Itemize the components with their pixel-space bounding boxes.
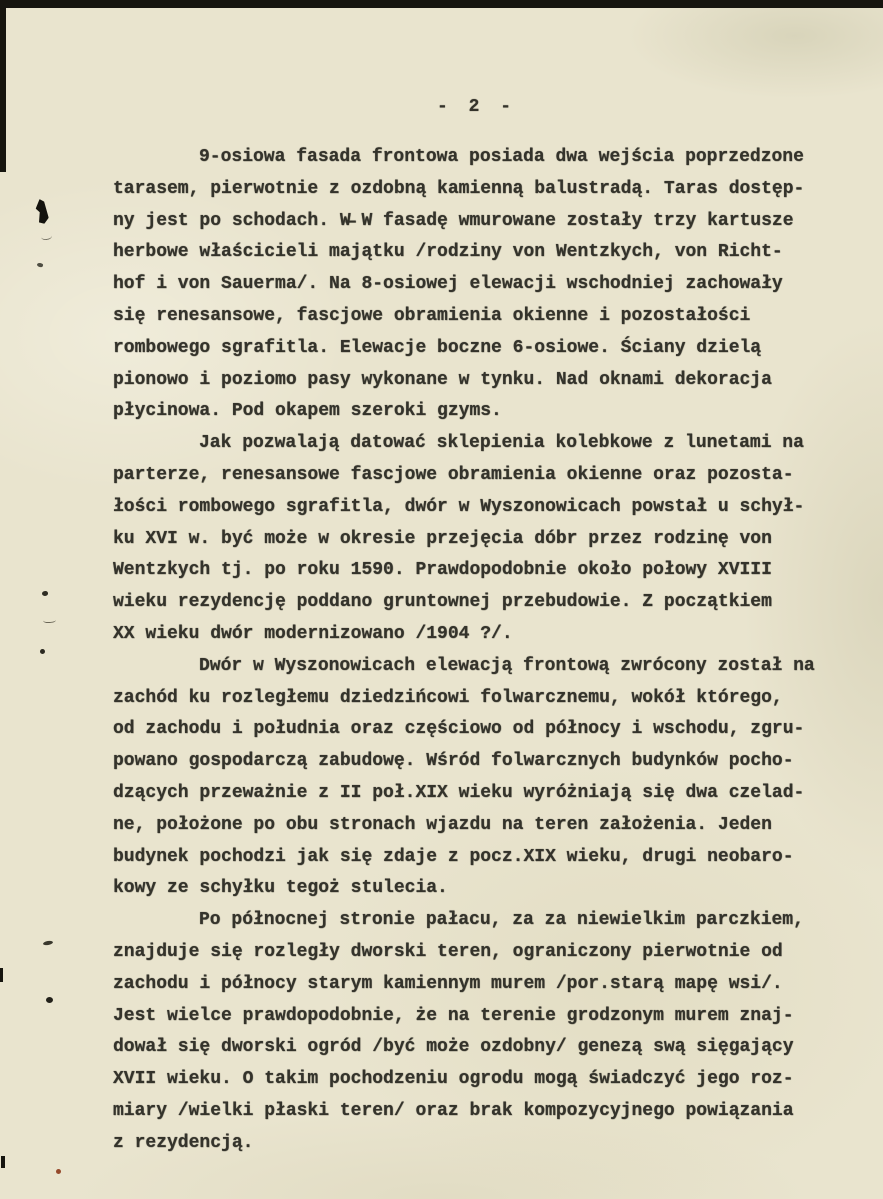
ink-dot-mark [42,591,48,596]
red-speck-mark [56,1169,61,1174]
ink-squiggle-mark [43,617,56,624]
text-line: płycinowa. Pod okapem szeroki gzyms. [113,401,502,422]
text-line: od zachodu i południa oraz częściowo od północy i wschodu, zgru- [113,719,805,740]
ink-dash-mark [43,940,54,946]
text-line: Wentzkych tj. po roku 1590. Prawdopodobnie około połowy XVIII [113,560,772,581]
text-line: parterze, renesansowe fascjowe obramienia okienne oraz pozosta- [113,464,794,485]
text-line: zachód ku rozległemu dziedzińcowi folwarcznemu, wokół którego, [113,687,783,708]
text-line: rombowego sgrafitla. Elewacje boczne 6-osiowe. Ściany dzielą [113,337,762,358]
text-line: wieku rezydencję poddano gruntownej przebudowie. Z początkiem [113,592,772,613]
text-line: budynek pochodzi jak się zdaje z pocz.XIX wieku, drugi neobaro- [113,846,794,867]
text-line: ny jest po schodach. W̶ W fasadę wmurowane zostały trzy kartusze [113,210,794,231]
text-line: zachodu i północy starym kamiennym murem /por.starą mapę wsi/. [113,973,783,994]
text-line: herbowe właścicieli majątku /rodziny von Wentzkych, von Richt- [113,242,783,263]
text-line: dował się dworski ogród /być może ozdobny/ genezą swą sięgający [113,1037,794,1058]
text-line: dzących przeważnie z II poł.XIX wieku wyróżniają się dwa czelad- [113,782,805,803]
scan-edge-mark [1,1156,5,1168]
ink-squiggle-mark [41,232,53,240]
text-line: kowy ze schyłku tegoż stulecia. [113,878,448,899]
text-line: Jest wielce prawdopodobnie, że na terenie grodzonym murem znaj- [113,1005,794,1026]
text-line: Jak pozwalają datować sklepienia kolebkowe z lunetami na [199,433,804,454]
text-line: XX wieku dwór modernizowano /1904 ?/. [113,623,513,644]
text-line: hof i von Sauerma/. Na 8-osiowej elewacji wschodniej zachowały [113,274,783,295]
scan-edge-mark [0,968,3,982]
text-line: Dwór w Wyszonowicach elewacją frontową zwrócony został na [199,655,815,676]
text-line: Po północnej stronie pałacu, za za niewielkim parczkiem, [199,910,804,931]
text-line: łości rombowego sgrafitla, dwór w Wyszonowicach powstał u schył- [113,496,805,517]
text-line: 9-osiowa fasada frontowa posiada dwa wejścia poprzedzone [199,147,804,167]
ink-dot-mark [46,997,53,1003]
text-line: się renesansowe, fascjowe obramienia okienne i pozostałości [113,305,751,326]
page-number: - 2 - [437,97,517,117]
ink-blot-mark [34,198,50,224]
text-line: tarasem, pierwotnie z ozdobną kamienną balustradą. Taras dostęp- [113,178,805,199]
text-line: XVII wieku. O takim pochodzeniu ogrodu mogą świadczyć jego roz- [113,1069,794,1090]
ink-dot-mark [40,649,45,654]
scan-edge-top [0,0,883,8]
text-line: z rezydencją. [113,1132,254,1153]
document-text [113,142,823,1160]
text-line: pionowo i poziomo pasy wykonane w tynku. Nad oknami dekoracja [113,369,772,390]
scan-edge-left [0,0,6,172]
ink-dot-mark [37,262,44,268]
text-line: ku XVI w. być może w okresie przejęcia dóbr przez rodzinę von [113,528,772,549]
text-line: miary /wielki płaski teren/ oraz brak kompozycyjnego powiązania [113,1100,794,1121]
text-line: znajduje się rozległy dworski teren, ograniczony pierwotnie od [113,941,783,962]
text-line: powano gospodarczą zabudowę. Wśród folwarcznych budynków pocho- [113,751,794,772]
text-line: ne, położone po obu stronach wjazdu na teren założenia. Jeden [113,814,772,835]
